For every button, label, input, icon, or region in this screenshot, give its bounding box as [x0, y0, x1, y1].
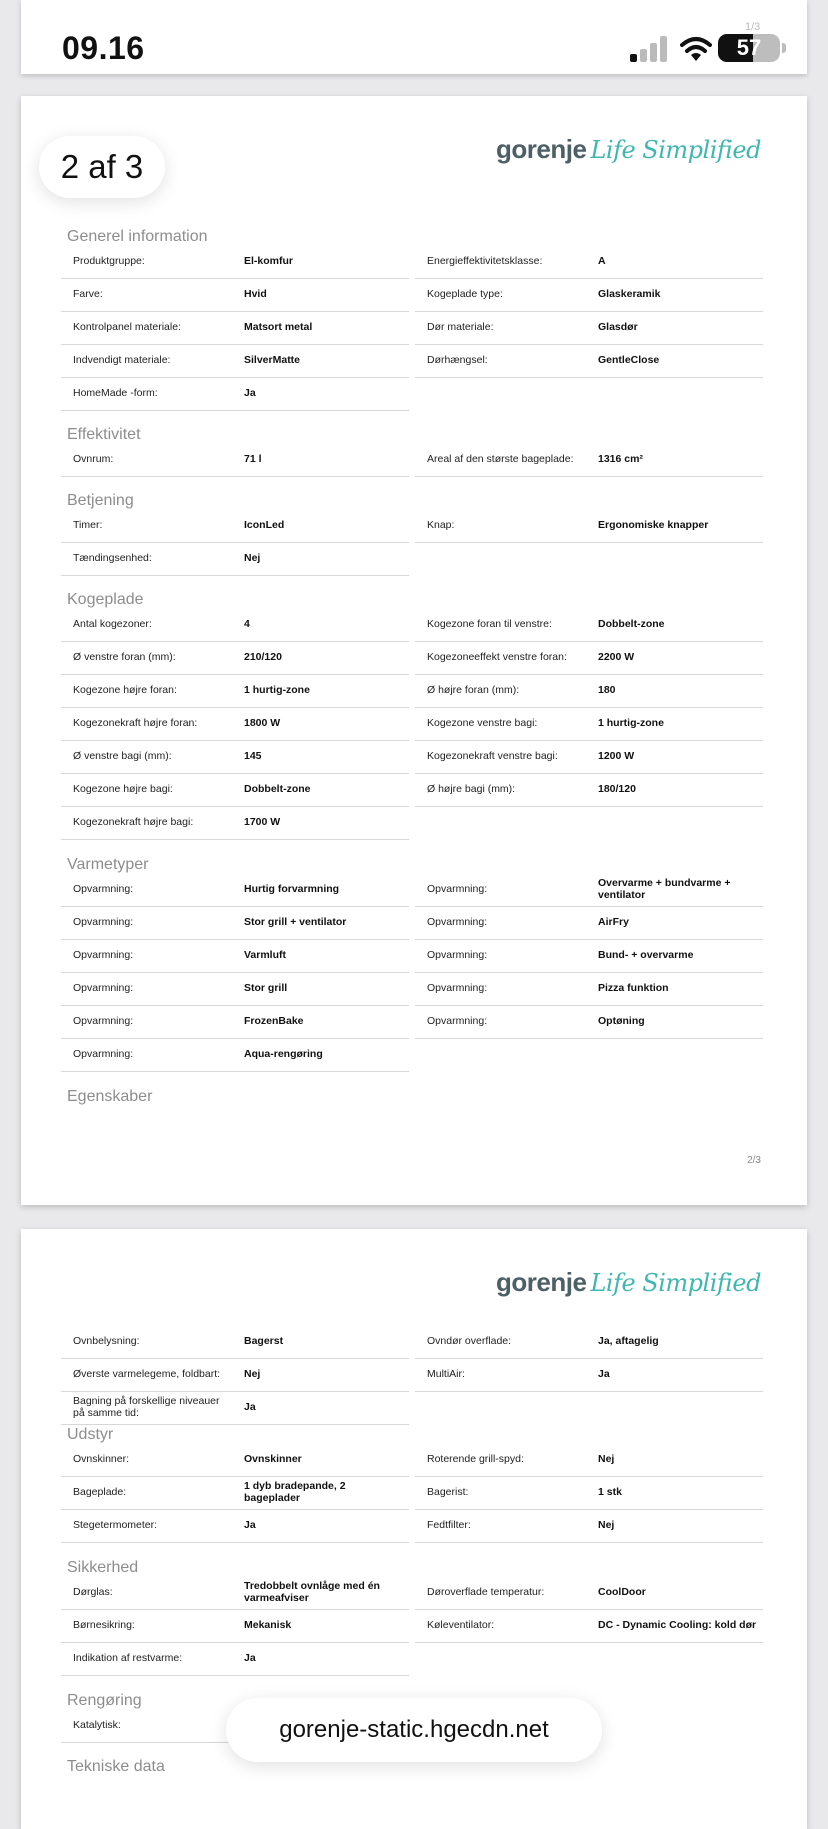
spec-value: Optøning — [598, 1015, 645, 1028]
spec-value: Nej — [244, 1368, 261, 1381]
spec-row — [415, 279, 763, 312]
spec-label: Kogezone venstre bagi: — [427, 717, 538, 730]
spec-row — [61, 1392, 409, 1425]
section-title-sikkerhed: Sikkerhed — [67, 1559, 139, 1576]
spec-row — [61, 1359, 409, 1392]
spec-label: Ovnbelysning: — [73, 1335, 140, 1348]
url-bar[interactable]: gorenje-static.hgecdn.net — [226, 1698, 602, 1762]
spec-label: Opvarmning: — [73, 982, 134, 995]
cellular-signal-icon — [630, 36, 670, 62]
spec-row — [61, 1006, 409, 1039]
spec-label: Ø højre foran (mm): — [427, 684, 520, 697]
spec-label: Kogezoneeffekt venstre foran: — [427, 651, 567, 664]
spec-row — [415, 1326, 763, 1359]
page-number: 2/3 — [747, 1155, 761, 1166]
spec-value: Bund- + overvarme — [598, 949, 694, 962]
spec-label: Opvarmning: — [73, 883, 134, 896]
spec-value: El-komfur — [244, 255, 294, 268]
spec-value: Ergonomiske knapper — [598, 519, 709, 532]
page-counter: 2 af 3 — [39, 136, 165, 198]
spec-value: Matsort metal — [244, 321, 313, 334]
wifi-icon — [680, 36, 712, 62]
spec-label: Ovnrum: — [73, 453, 114, 466]
spec-row — [61, 807, 409, 840]
spec-label: Døroverflade temperatur: — [427, 1586, 545, 1599]
spec-row — [415, 1610, 763, 1643]
spec-value: Ja — [244, 1652, 256, 1665]
spec-row — [415, 1510, 763, 1543]
spec-label: Indvendigt materiale: — [73, 354, 171, 367]
spec-value: AirFry — [598, 916, 629, 929]
spec-value: Nej — [598, 1453, 615, 1466]
spec-row — [61, 345, 409, 378]
spec-value: Hurtig forvarmning — [244, 883, 340, 896]
spec-value: 71 l — [244, 453, 262, 466]
spec-value: 2200 W — [598, 651, 635, 664]
spec-value: Ja — [244, 1401, 256, 1414]
spec-label: Produktgruppe: — [73, 255, 145, 268]
spec-row — [415, 642, 763, 675]
spec-value: 1200 W — [598, 750, 635, 763]
spec-value: 1800 W — [244, 717, 281, 730]
spec-label: Kogezone højre bagi: — [73, 783, 173, 796]
spec-value: Varmluft — [244, 949, 287, 962]
spec-value: Mekanisk — [244, 1619, 292, 1632]
spec-label: HomeMade -form: — [73, 387, 158, 400]
spec-value: Overvarme + bundvarme + ventilator — [598, 877, 731, 901]
spec-value: Tredobbelt ovnlåge med én varmeafviser — [244, 1580, 380, 1604]
spec-value: Stor grill + ventilator — [244, 916, 347, 929]
spec-value: Aqua-rengøring — [244, 1048, 323, 1061]
spec-row — [415, 774, 763, 807]
spec-row — [61, 907, 409, 940]
spec-row — [61, 510, 409, 543]
spec-label: Ø venstre foran (mm): — [73, 651, 176, 664]
spec-row — [415, 510, 763, 543]
status-bar — [0, 0, 828, 76]
section-title-effektivitet: Effektivitet — [67, 426, 141, 443]
spec-label: Fedtfilter: — [427, 1519, 471, 1532]
spec-row — [415, 609, 763, 642]
spec-row — [61, 312, 409, 345]
spec-value: 4 — [244, 618, 250, 631]
spec-value: Nej — [598, 1519, 615, 1532]
spec-value: GentleClose — [598, 354, 660, 367]
spec-row — [61, 1643, 409, 1676]
spec-value: SilverMatte — [244, 354, 301, 367]
spec-row — [415, 907, 763, 940]
spec-row — [415, 973, 763, 1006]
spec-row — [61, 279, 409, 312]
spec-value: Dobbelt-zone — [244, 783, 311, 796]
spec-row — [61, 1444, 409, 1477]
spec-value: Hvid — [244, 288, 267, 301]
section-title-kogeplade: Kogeplade — [67, 591, 144, 608]
spec-value: IconLed — [244, 519, 285, 532]
section-title-reng-ring: Rengøring — [67, 1692, 142, 1709]
spec-value: 1 dyb bradepande, 2 bageplader — [244, 1480, 346, 1504]
spec-label: Kogezonekraft højre bagi: — [73, 816, 194, 829]
spec-label: Katalytisk: — [73, 1719, 121, 1732]
spec-value: FrozenBake — [244, 1015, 304, 1028]
gorenje-logo: gorenje Life Simplified — [496, 1267, 761, 1297]
spec-row — [61, 1610, 409, 1643]
section-title-varmetyper: Varmetyper — [67, 856, 149, 873]
spec-value: Ja, aftagelig — [598, 1335, 659, 1348]
spec-row — [415, 444, 763, 477]
spec-label: Opvarmning: — [73, 949, 134, 962]
spec-label: Timer: — [73, 519, 103, 532]
spec-value: Glaskeramik — [598, 288, 661, 301]
spec-label: Køleventilator: — [427, 1619, 495, 1632]
spec-value: Glasdør — [598, 321, 638, 334]
spec-value: 1316 cm² — [598, 453, 643, 466]
spec-value: Ja — [244, 387, 256, 400]
spec-label: Ø venstre bagi (mm): — [73, 750, 172, 763]
gorenje-logo: gorenje Life Simplified — [496, 134, 761, 164]
spec-label: Roterende grill-spyd: — [427, 1453, 524, 1466]
spec-row — [415, 874, 763, 907]
spec-value: 180/120 — [598, 783, 636, 796]
battery-percent: 57 — [736, 35, 762, 60]
spec-row — [61, 642, 409, 675]
spec-row — [61, 973, 409, 1006]
spec-label: Energieffektivitetsklasse: — [427, 255, 543, 268]
spec-value: 1 hurtig-zone — [598, 717, 664, 730]
spec-value: 210/120 — [244, 651, 282, 664]
spec-label: Kogeplade type: — [427, 288, 503, 301]
spec-label: Opvarmning: — [427, 1015, 488, 1028]
spec-row — [415, 312, 763, 345]
spec-label: Ovnskinner: — [73, 1453, 130, 1466]
spec-label: Kogezonekraft venstre bagi: — [427, 750, 558, 763]
pdf-page-2[interactable] — [21, 96, 807, 1205]
spec-label: Dørglas: — [73, 1586, 113, 1599]
spec-label: Opvarmning: — [427, 883, 488, 896]
spec-label: Dørhængsel: — [427, 354, 488, 367]
spec-row — [415, 1577, 763, 1610]
spec-value: CoolDoor — [598, 1586, 646, 1599]
spec-row — [61, 675, 409, 708]
spec-value: Ovnskinner — [244, 1453, 302, 1466]
battery-icon — [718, 34, 788, 62]
spec-label: Stegetermometer: — [73, 1519, 158, 1532]
mini-page-indicator: 1/3 — [745, 21, 761, 33]
spec-label: Opvarmning: — [73, 1048, 134, 1061]
spec-value: Stor grill — [244, 982, 288, 995]
spec-label: Kogezone foran til venstre: — [427, 618, 552, 631]
spec-row — [61, 708, 409, 741]
spec-label: Opvarmning: — [427, 916, 488, 929]
spec-label: Kogezone højre foran: — [73, 684, 177, 697]
spec-row — [61, 1510, 409, 1543]
spec-row — [415, 940, 763, 973]
spec-row — [415, 1477, 763, 1510]
spec-value: A — [598, 255, 606, 268]
spec-row — [415, 1444, 763, 1477]
spec-label: Dør materiale: — [427, 321, 494, 334]
spec-label: Bagerist: — [427, 1486, 469, 1499]
spec-value: 1 stk — [598, 1486, 622, 1499]
spec-label: MultiAir: — [427, 1368, 465, 1381]
spec-label: Antal kogezoner: — [73, 618, 152, 631]
spec-label: Kontrolpanel materiale: — [73, 321, 181, 334]
spec-label: Bagning på forskellige niveauer på samme tid: — [73, 1395, 220, 1419]
spec-label: Opvarmning: — [73, 1015, 134, 1028]
spec-value: Bagerst — [244, 1335, 284, 1348]
spec-label: Kogezonekraft højre foran: — [73, 717, 198, 730]
section-title-tekniske-data: Tekniske data — [67, 1758, 165, 1775]
spec-row — [415, 345, 763, 378]
spec-label: Opvarmning: — [73, 916, 134, 929]
spec-label: Ø højre bagi (mm): — [427, 783, 516, 796]
spec-row — [415, 1006, 763, 1039]
spec-row — [415, 246, 763, 279]
spec-value: Dobbelt-zone — [598, 618, 665, 631]
spec-value: Ja — [598, 1368, 610, 1381]
spec-label: Børnesikring: — [73, 1619, 135, 1632]
status-time: 09.16 — [62, 30, 145, 66]
spec-label: Opvarmning: — [427, 949, 488, 962]
spec-value: 1700 W — [244, 816, 281, 829]
spec-row — [61, 940, 409, 973]
section-title-udstyr: Udstyr — [67, 1426, 114, 1443]
spec-label: Opvarmning: — [427, 982, 488, 995]
spec-value: Pizza funktion — [598, 982, 669, 995]
spec-label: Knap: — [427, 519, 455, 532]
spec-row — [61, 444, 409, 477]
spec-value: Ja — [244, 1519, 256, 1532]
spec-value: 180 — [598, 684, 616, 697]
spec-label: Areal af den største bageplade: — [427, 453, 574, 466]
section-title-egenskaber: Egenskaber — [67, 1088, 153, 1105]
spec-row — [61, 246, 409, 279]
spec-value: Nej — [244, 552, 261, 565]
spec-row — [415, 708, 763, 741]
spec-value: 1 hurtig-zone — [244, 684, 310, 697]
spec-label: Indikation af restvarme: — [73, 1652, 183, 1665]
spec-row — [415, 1359, 763, 1392]
section-title-betjening: Betjening — [67, 492, 134, 509]
spec-label: Øverste varmelegeme, foldbart: — [73, 1368, 221, 1381]
spec-row — [61, 378, 409, 411]
spec-row — [61, 774, 409, 807]
spec-row — [61, 1477, 409, 1510]
section-title-generel-information: Generel information — [67, 228, 208, 245]
spec-label: Tændingsenhed: — [73, 552, 152, 565]
spec-row — [61, 543, 409, 576]
spec-row — [61, 1577, 409, 1610]
spec-label: Farve: — [73, 288, 103, 301]
spec-row — [61, 1039, 409, 1072]
spec-value: 145 — [244, 750, 262, 763]
spec-row — [61, 1326, 409, 1359]
spec-row — [61, 874, 409, 907]
spec-row — [61, 609, 409, 642]
spec-label: Ovndør overflade: — [427, 1335, 512, 1348]
spec-row — [415, 675, 763, 708]
spec-label: Bageplade: — [73, 1486, 127, 1499]
spec-row — [61, 741, 409, 774]
spec-value: DC - Dynamic Cooling: kold dør — [598, 1619, 757, 1632]
spec-row — [415, 741, 763, 774]
